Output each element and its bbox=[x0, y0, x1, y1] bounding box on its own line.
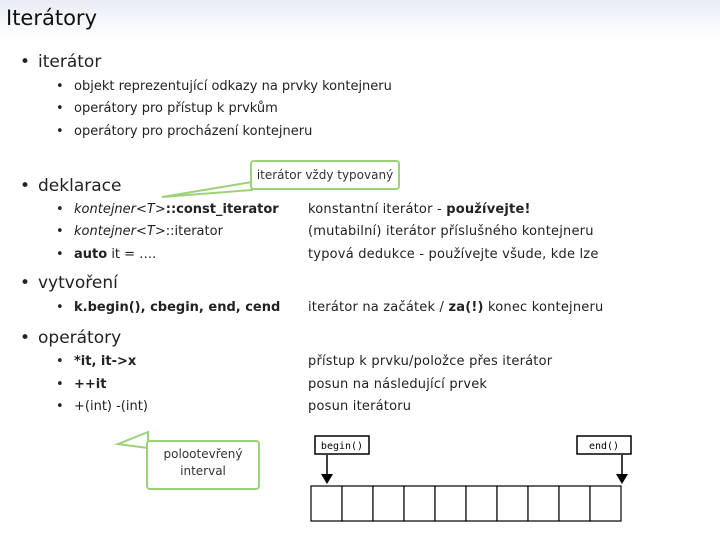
description: iterátor na začátek / za(!) konec kontejneru bbox=[308, 300, 604, 315]
bullet-icon: • bbox=[56, 399, 64, 414]
bullet-icon: • bbox=[20, 176, 31, 196]
bullet-icon: • bbox=[20, 52, 31, 72]
list-item: • ++it bbox=[56, 377, 107, 392]
list-item: • *it, it->x bbox=[56, 354, 137, 369]
section-heading: iterátor bbox=[38, 52, 102, 72]
bullet-icon: • bbox=[56, 224, 64, 239]
begin-arrowhead bbox=[321, 474, 333, 484]
description: posun na následující prvek bbox=[308, 377, 488, 392]
section-heading: deklarace bbox=[38, 176, 122, 196]
list-item: • operátory pro přístup k prvkům bbox=[56, 101, 278, 116]
list-item: • kontejner<T>::const_iterator bbox=[56, 202, 279, 217]
callout-typed: iterátor vždy typovaný bbox=[250, 160, 400, 190]
container-cell bbox=[466, 486, 497, 521]
description: konstantní iterátor - používejte! bbox=[308, 202, 531, 217]
description: posun iterátoru bbox=[308, 399, 412, 414]
bullet-icon: • bbox=[56, 354, 64, 369]
section-vytvoreni bbox=[20, 273, 118, 293]
container-cell bbox=[404, 486, 435, 521]
end-arrowhead bbox=[616, 474, 628, 484]
begin-label: begin() bbox=[320, 441, 364, 452]
container-cell bbox=[311, 486, 342, 521]
description: přístup k prvku/položce přes iterátor bbox=[308, 354, 553, 369]
container-cell bbox=[497, 486, 528, 521]
description: typová dedukce - používejte všude, kde lze bbox=[308, 247, 599, 262]
bullet-icon: • bbox=[56, 124, 64, 139]
bullet-icon: • bbox=[20, 328, 31, 348]
iterator-range-diagram bbox=[305, 428, 642, 527]
list-item: • kontejner<T>::iterator bbox=[56, 224, 223, 239]
container-cell bbox=[435, 486, 466, 521]
container-cell bbox=[528, 486, 559, 521]
section-deklarace bbox=[20, 176, 121, 196]
section-heading: operátory bbox=[38, 328, 122, 348]
end-label: end() bbox=[588, 441, 620, 452]
container-cell bbox=[590, 486, 621, 521]
section-heading: vytvoření bbox=[38, 273, 118, 293]
bullet-icon: • bbox=[56, 377, 64, 392]
container-cell bbox=[373, 486, 404, 521]
bullet-icon: • bbox=[56, 247, 64, 262]
description: (mutabilní) iterátor příslušného kontejneru bbox=[308, 224, 594, 239]
list-item: • +(int) -(int) bbox=[56, 399, 148, 414]
bullet-icon: • bbox=[56, 202, 64, 217]
list-item: • operátory pro procházení kontejneru bbox=[56, 124, 313, 139]
page-title: Iterátory bbox=[6, 6, 97, 30]
diagram-canvas bbox=[305, 428, 642, 527]
bullet-icon: • bbox=[56, 300, 64, 315]
bullet-icon: • bbox=[20, 273, 31, 293]
list-item: • objekt reprezentující odkazy na prvky kontejneru bbox=[56, 79, 392, 94]
bullet-icon: • bbox=[56, 79, 64, 94]
container-cell bbox=[342, 486, 373, 521]
bullet-icon: • bbox=[56, 101, 64, 116]
list-item: • k.begin(), cbegin, end, cend bbox=[56, 300, 281, 315]
callout-interval: polootevřený interval bbox=[146, 440, 260, 490]
container-cell bbox=[559, 486, 590, 521]
container-cells bbox=[311, 486, 621, 521]
section-operatory bbox=[20, 328, 121, 348]
list-item: • auto it = …. bbox=[56, 247, 157, 262]
